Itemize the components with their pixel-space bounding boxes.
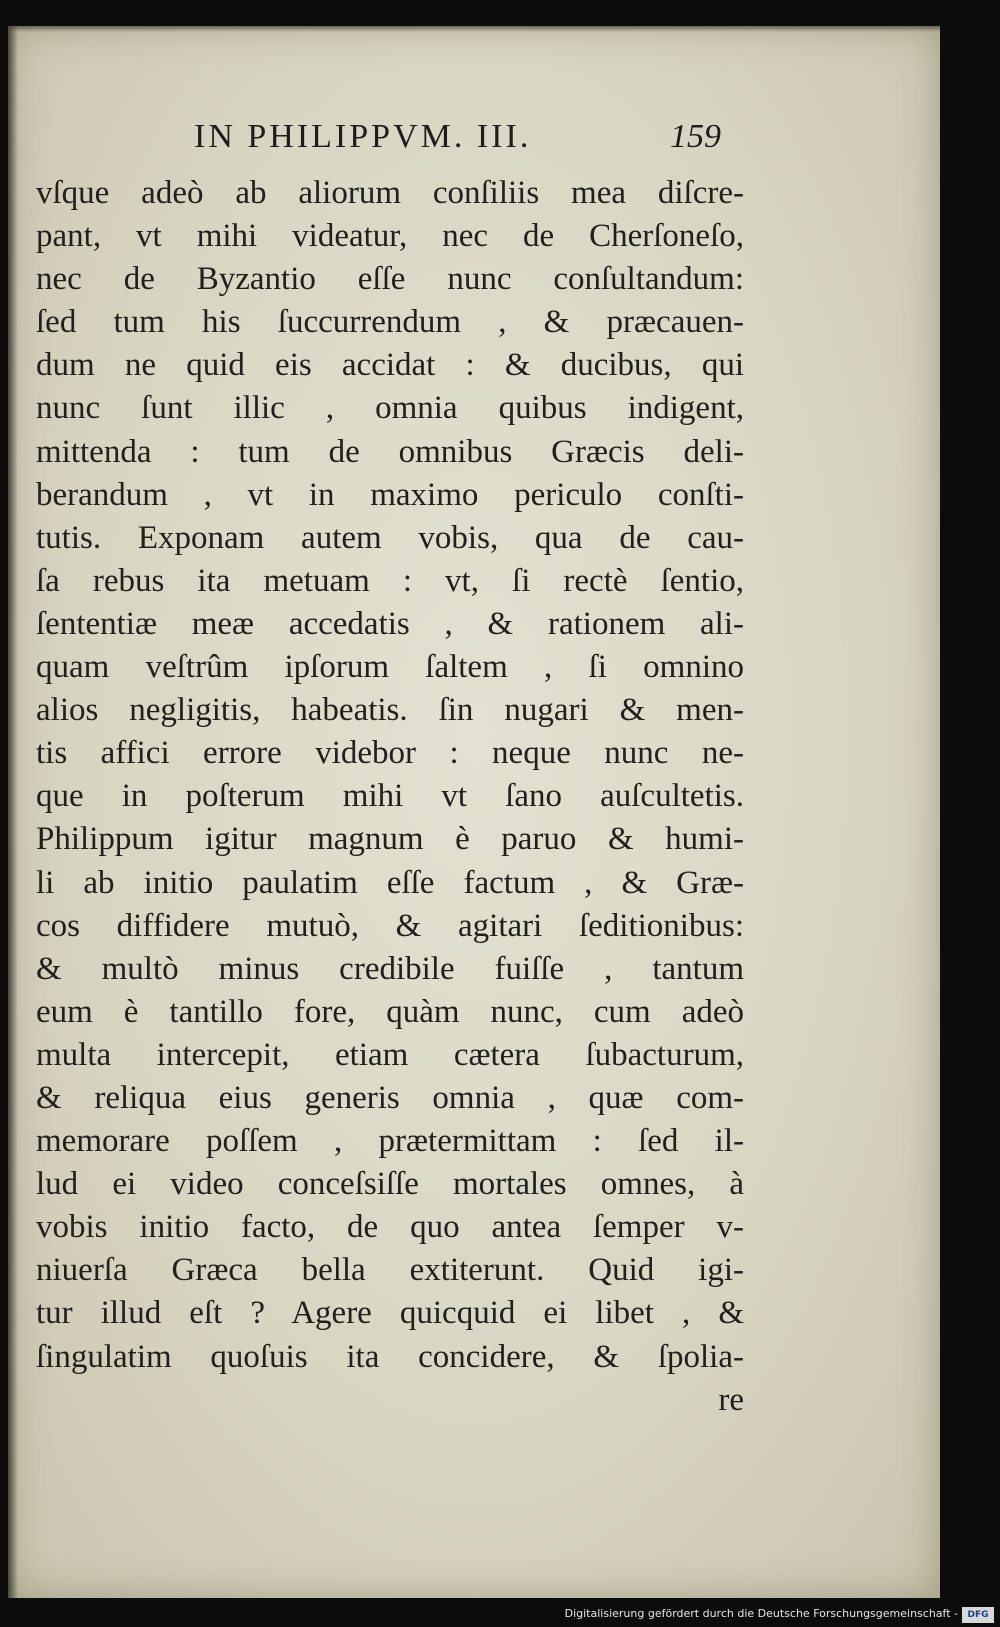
- text-line: nec de Byzantio eſſe nunc conſultandum:: [36, 261, 744, 298]
- text-line: mittenda : tum de omnibus Græcis deli-: [36, 433, 744, 470]
- text-line: que in poſterum mihi vt ſano auſcultetis.: [36, 778, 744, 815]
- text-line: li ab initio paulatim eſſe factum , & Græ-: [36, 864, 744, 901]
- footer-bar: [0, 1604, 1000, 1627]
- book-page: [8, 26, 940, 1598]
- running-title: IN PHILIPPVM. III.: [194, 118, 532, 155]
- text-line: tis affici errore videbor : neque nunc ne-: [36, 735, 744, 772]
- page-top-shadow: [8, 26, 940, 32]
- text-line: ſed tum his ſuccurrendum , & præcauen-: [36, 304, 744, 341]
- text-line: vſque adeò ab aliorum conſiliis mea diſcre-: [36, 175, 744, 211]
- text-line: memorare poſſem , prætermittam : ſed il-: [36, 1123, 744, 1160]
- dfg-logo-icon: DFG: [962, 1607, 994, 1623]
- text-line: lud ei video conceſsiſſe mortales omnes, à: [36, 1166, 744, 1203]
- text-line: alios negligitis, habeatis. ſin nugari & men-: [36, 692, 744, 729]
- text-body: [36, 172, 744, 1422]
- text-line: berandum , vt in maximo periculo conſti-: [36, 476, 744, 513]
- text-line: ſa rebus ita metuam : vt, ſi rectè ſentio,: [36, 562, 744, 599]
- page-gutter-shadow: [8, 26, 18, 1598]
- text-line: cos diffidere mutuò, & agitari ſeditionibus:: [36, 907, 744, 944]
- text-line: quam veſtrûm ipſorum ſaltem , ſi omnino: [36, 649, 744, 686]
- funding-credit: Digitalisierung gefördert durch die Deutsche Forschungsgemeinschaft -: [564, 1607, 958, 1620]
- text-line: niuerſa Græca bella extiterunt. Quid igi-: [36, 1252, 744, 1289]
- page-number: 159: [670, 118, 721, 155]
- text-line: Philippum igitur magnum è paruo & humi-: [36, 821, 744, 858]
- text-line: & reliqua eius generis omnia , quæ com-: [36, 1079, 744, 1116]
- catchword: re: [718, 1381, 744, 1418]
- text-line: vobis initio facto, de quo antea ſemper v-: [36, 1209, 744, 1246]
- running-head: [8, 118, 940, 168]
- text-line: dum ne quid eis accidat : & ducibus, qui: [36, 347, 744, 384]
- text-line: & multò minus credibile fuiſſe , tantum: [36, 950, 744, 987]
- text-line: eum è tantillo fore, quàm nunc, cum adeò: [36, 993, 744, 1030]
- text-line: ſententiæ meæ accedatis , & rationem ali-: [36, 605, 744, 642]
- text-line: nunc ſunt illic , omnia quibus indigent,: [36, 390, 744, 427]
- text-line: tutis. Exponam autem vobis, qua de cau-: [36, 519, 744, 556]
- text-line: pant, vt mihi videatur, nec de Cherſoneſo,: [36, 218, 744, 255]
- text-line: ſingulatim quoſuis ita concidere, & ſpolia-: [36, 1338, 744, 1375]
- text-line: tur illud eſt ? Agere quicquid ei libet , &: [36, 1295, 744, 1332]
- text-line: multa intercepit, etiam cætera ſubacturum,: [36, 1036, 744, 1073]
